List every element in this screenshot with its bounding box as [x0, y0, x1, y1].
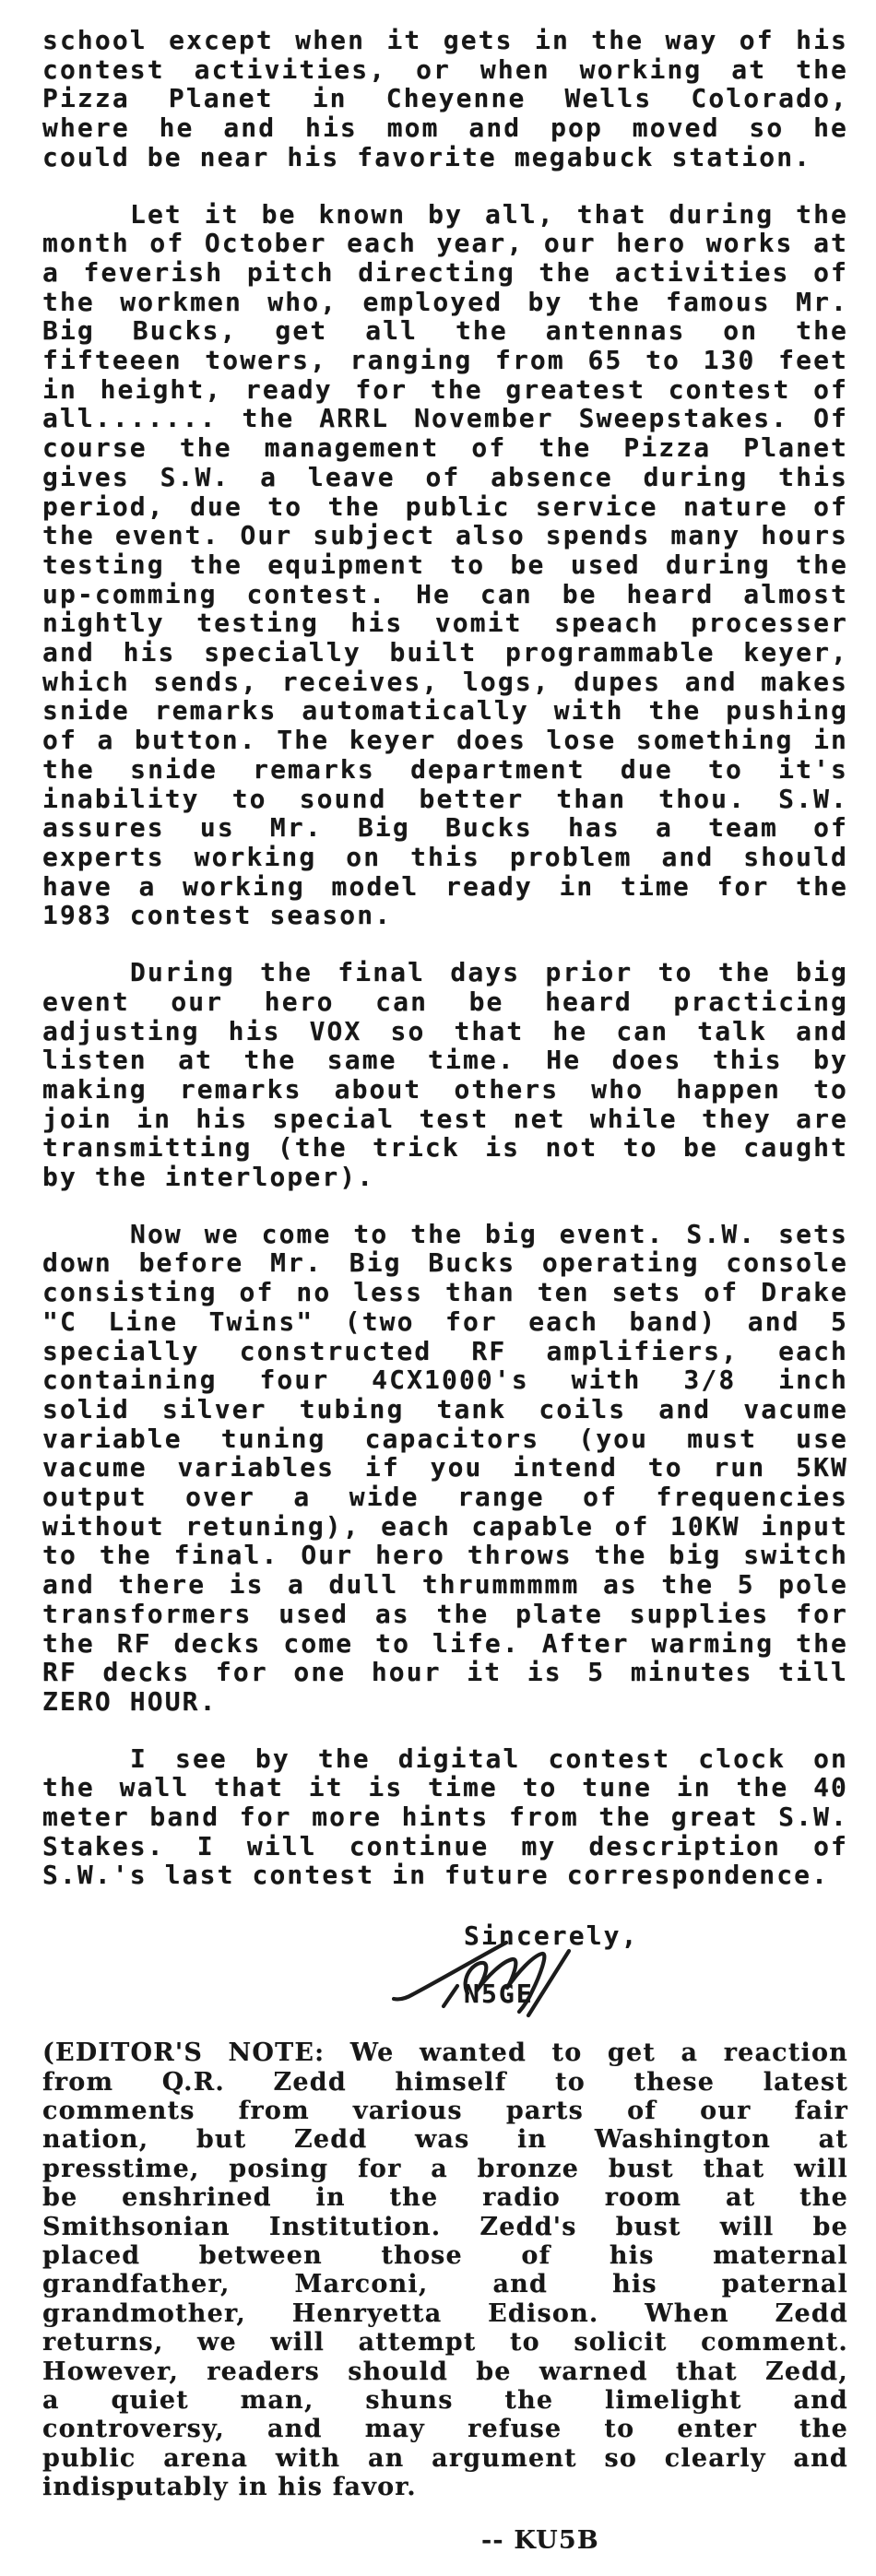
letter-line: course the management of the Pizza Planet	[42, 432, 848, 464]
letter-line: contest activities, or when working at the	[42, 53, 848, 85]
letter-line: experts working on this problem and should	[42, 841, 848, 872]
letter-line: and there is a dull thrummmmm as the 5 pole	[42, 1569, 848, 1601]
letter-line: have a working model ready in time for the	[42, 870, 848, 902]
editor-note-line: indisputably in his favor.	[42, 2473, 417, 2502]
letter-line: which sends, receives, logs, dupes and makes	[42, 666, 848, 697]
letter-line: fifteeen towers, ranging from 65 to 130 feet	[42, 345, 848, 376]
letter-line: snide remarks automatically with the pushing	[42, 695, 848, 727]
letter-line: the wall that it is time to tune in the 40	[42, 1772, 848, 1803]
letter-line: ZERO HOUR.	[42, 1685, 218, 1717]
editor-note-line: presstime, posing for a bronze bust that will	[42, 2154, 848, 2183]
letter-line: Big Bucks, get all the antennas on the	[42, 315, 848, 347]
editor-note-line: public arena with an argument so clearly and	[42, 2443, 848, 2473]
letter-paragraph	[42, 26, 848, 172]
editor-note-line: However, readers should be warned that Zedd,	[42, 2357, 848, 2386]
letter-line: down before Mr. Big Bucks operating console	[42, 1247, 848, 1279]
letter-line: event our hero can be heard practicing	[42, 986, 848, 1017]
letter-line: consisting of no less than ten sets of Drake	[42, 1277, 848, 1308]
editor-signoff: -- KU5B	[481, 2525, 599, 2555]
letter-line: Let it be known by all, that during the	[130, 198, 848, 230]
letter-paragraph	[42, 1744, 848, 1891]
editor-note	[42, 2038, 848, 2502]
signature-block	[42, 1902, 848, 2038]
letter-line: output over a wide range of frequencies	[42, 1482, 848, 1513]
letter-line: During the final days prior to the big	[130, 957, 848, 988]
editor-note-line: (EDITOR'S NOTE: We wanted to get a reaction	[42, 2038, 848, 2068]
letter-line: all....... the ARRL November Sweepstakes. Of	[42, 403, 848, 434]
letter-line: the event. Our subject also spends many hours	[42, 520, 848, 551]
letter-paragraph	[42, 200, 848, 931]
letter-body	[42, 26, 848, 1890]
closing-text: Sincerely,	[464, 1920, 639, 1952]
letter-line: Now we come to the big event. S.W. sets	[130, 1218, 848, 1249]
letter-line: the snide remarks department due to it's	[42, 753, 848, 785]
letter-line: adjusting his VOX so that he can talk and	[42, 1015, 848, 1046]
letter-line: vacume variables if you intend to run 5KW	[42, 1452, 848, 1483]
editor-note-line: controversy, and may refuse to enter the	[42, 2415, 848, 2444]
letter-line: month of October each year, our hero works at	[42, 228, 848, 259]
letter-line: specially constructed RF amplifiers, each	[42, 1335, 848, 1366]
editor-note-line: returns, we will attempt to solicit comment.	[42, 2328, 848, 2357]
editor-note-line: nation, but Zedd was in Washington at	[42, 2125, 848, 2155]
letter-line: Pizza Planet in Cheyenne Wells Colorado,	[42, 83, 848, 114]
letter-paragraph	[42, 1220, 848, 1717]
letter-line: Stakes. I will continue my description of	[42, 1830, 848, 1861]
editor-note-line: placed between those of his maternal	[42, 2241, 848, 2271]
letter-line: school except when it gets in the way of his	[42, 25, 848, 55]
letter-line: "C Line Twins" (two for each band) and 5	[42, 1306, 848, 1337]
letter-line: the workmen who, employed by the famous Mr.	[42, 286, 848, 317]
letter-line: S.W.'s last contest in future correspondence.	[42, 1860, 830, 1891]
letter-line: period, due to the public service nature of	[42, 490, 848, 522]
letter-line: gives S.W. a leave of absence during this	[42, 461, 848, 492]
editor-note-line: a quiet man, shuns the limelight and	[42, 2386, 848, 2416]
editor-note-line: Smithsonian Institution. Zedd's bust will be	[42, 2212, 848, 2241]
letter-line: by the interloper).	[42, 1162, 375, 1193]
letter-line: RF decks for one hour it is 5 minutes till	[42, 1657, 848, 1688]
letter-line: testing the equipment to be used during the	[42, 549, 848, 580]
letter-line: I see by the digital contest clock on	[130, 1743, 848, 1774]
letter-line: of a button. The keyer does lose something in	[42, 725, 848, 756]
letter-line: transformers used as the plate supplies for	[42, 1598, 848, 1629]
editor-note-line: be enshrined in the radio room at the	[42, 2183, 848, 2213]
letter-line: 1983 contest season.	[42, 900, 393, 931]
letter-line: the RF decks come to life. After warming the	[42, 1627, 848, 1659]
letter-paragraph	[42, 958, 848, 1192]
letter-line: variable tuning capacitors (you must use	[42, 1423, 848, 1454]
letter-line: without retuning), each capable of 10KW input	[42, 1510, 848, 1542]
letter-line: to the final. Our hero throws the big switch	[42, 1540, 848, 1571]
signature-callsign: N5GE	[464, 1979, 534, 2010]
letter-line: and his specially built programmable keyer,	[42, 637, 848, 668]
letter-line: inability to sound better than thou. S.W.	[42, 783, 848, 814]
letter-line: could be near his favorite megabuck station.	[42, 141, 812, 172]
letter-line: where he and his mom and pop moved so he	[42, 112, 848, 144]
letter-line: making remarks about others who happen to	[42, 1073, 848, 1105]
letter-line: meter band for more hints from the great S.W.	[42, 1802, 848, 1833]
letter-line: listen at the same time. He does this by	[42, 1045, 848, 1076]
letter-line: up-comming contest. He can be heard almost	[42, 578, 848, 609]
letter-line: a feverish pitch directing the activities of	[42, 256, 848, 288]
editor-note-line: grandfather, Marconi, and his paternal	[42, 2270, 848, 2299]
letter-line: join in his special test net while they are	[42, 1103, 848, 1134]
letter-line: nightly testing his vomit speach processer	[42, 608, 848, 639]
letter-line: assures us Mr. Big Bucks has a team of	[42, 812, 848, 844]
letter-line: in height, ready for the greatest contest of	[42, 373, 848, 405]
editor-note-line: grandmother, Henryetta Edison. When Zedd	[42, 2298, 848, 2328]
editor-note-line: comments from various parts of our fair	[42, 2097, 848, 2125]
editor-note-line: from Q.R. Zedd himself to these latest	[42, 2067, 848, 2097]
letter-line: solid silver tubing tank coils and vacume	[42, 1393, 848, 1424]
letter-line: containing four 4CX1000's with 3/8 inch	[42, 1365, 848, 1396]
letter-line: transmitting (the trick is not to be caught	[42, 1132, 848, 1164]
